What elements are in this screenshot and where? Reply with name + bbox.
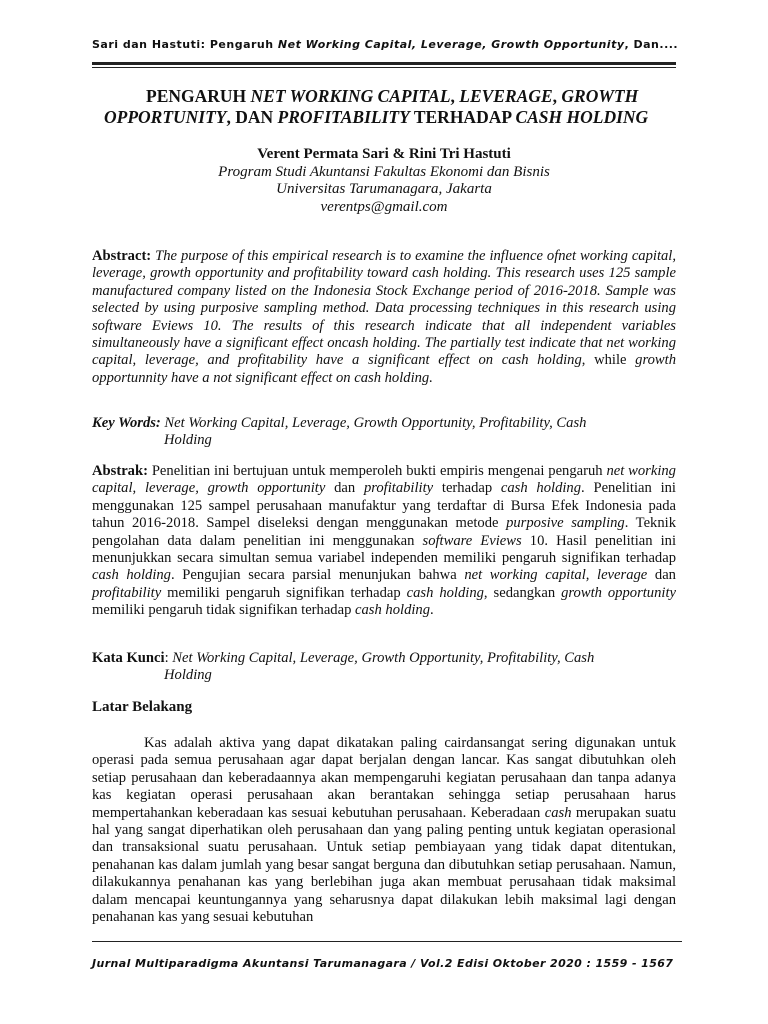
header-rule-thick (92, 62, 676, 65)
footer-rule (92, 941, 682, 942)
author-program: Program Studi Akuntansi Fakultas Ekonomi dan Bisnis (218, 163, 550, 180)
title-line-2: OPPORTUNITY, DAN PROFITABILITY TERHADAP CASH HOLDING (104, 107, 649, 127)
abstract-english: Abstract: The purpose of this empirical research is to examine the influence ofnet working capital, leverage, growth opportunity and profitability toward cash holding. This research uses 125 sample manufactured company listed on the Indonesia Stock Exchange period of 2016-2018. Sample was selected by using purposive sampling method. Data processing techniques in this research using software Eviews 10. The results of this research indicate that all independent variables simultaneously have a significant effect oncash holding. The partially test indicate that net working capital, leverage, and profitability have a significant effect on cash holding, while growth opportunnity have a not significant effect on cash holding. (92, 248, 676, 386)
keywords-english: Key Words: Net Working Capital, Leverage, Growth Opportunity, Profitability, Cash Holding (92, 415, 587, 449)
running-header: Sari dan Hastuti: Pengaruh Net Working Capital, Leverage, Growth Opportunity, Dan.... (92, 38, 679, 51)
author-block (92, 146, 676, 216)
title-line-1: PENGARUH NET WORKING CAPITAL, LEVERAGE, GROWTH (146, 86, 639, 106)
paper-title (104, 86, 664, 128)
abstract-indonesian: Abstrak: Penelitian ini bertujuan untuk memperoleh bukti empiris mengenai pengaruh net working capital, leverage, growth opportunity dan profitability terhadap cash holding. Penelitian ini menggunakan 125 sampel perusahaan manufaktur yang terdaftar di Bursa Efek Indonesia pada tahun 2016-2018. Sampel diseleksi dengan menggunakan metode purposive sampling. Teknik pengolahan data dalam penelitian ini menggunakan software Eviews 10. Hasil penelitian ini menunjukkan secara simultan semua variabel independen memiliki pengaruh signifikan terhadap cash holding. Pengujian secara parsial menunjukan bahwa net working capital, leverage dan profitability memiliki pengaruh signifikan terhadap cash holding, sedangkan growth opportunity memiliki pengaruh tidak signifikan terhadap cash holding. (92, 463, 677, 619)
header-rule-thin (92, 67, 676, 68)
keywords-label: Key Words: (92, 415, 161, 431)
abstrak-label: Abstrak: (92, 463, 148, 479)
section-heading: Latar Belakang (92, 699, 193, 715)
kata-kunci-label: Kata Kunci (92, 650, 165, 666)
author-names: Verent Permata Sari & Rini Tri Hastuti (257, 146, 511, 162)
keywords-indonesian: Kata Kunci: Net Working Capital, Leverage, Growth Opportunity, Profitability, Cash Holding (92, 650, 595, 684)
abstract-label: Abstract: (92, 248, 152, 264)
author-email: verentps@gmail.com (320, 198, 448, 215)
author-university: Universitas Tarumanagara, Jakarta (276, 181, 492, 197)
journal-footer: Jurnal Multiparadigma Akuntansi Tarumanagara / Vol.2 Edisi Oktober 2020 : 1559 - 1567 (92, 957, 674, 970)
body-paragraph: Kas adalah aktiva yang dapat dikatakan paling cairdansangat sering digunakan untuk operasi pada semua perusahaan agar dapat berjalan dengan lancar. Kas sangat dibutuhkan oleh setiap perusahaan dan keberadaannya akan mempengaruhi kegiatan perusahaan dan tanpa adanya kas kegiatan operasi perusahaan akan berantakan sehingga setiap perusahaan harus mempertahankan keberadaan kas sesuai kebutuhan perusahaan. Keberadaan cash merupakan suatu hal yang sangat diperhatikan oleh perusahaan dan yang paling penting untuk kegiatan operasional dan transaksional suatu perusahaan. Untuk setiap pembiayaan yang tidak dapat ditentukan, penahanan kas dalam jumlah yang besar sangat berguna dan dibutuhkan setiap perusahaan. Namun, dilakukannya penahanan kas yang berlebihan juga akan membuat perusahaan tidak maksimal dalam mencapai keuntungannya yang seharusnya dapat dilakukan lebih maksimal lagi dengan penahanan kas yang sesuai kebutuhan (92, 735, 676, 926)
